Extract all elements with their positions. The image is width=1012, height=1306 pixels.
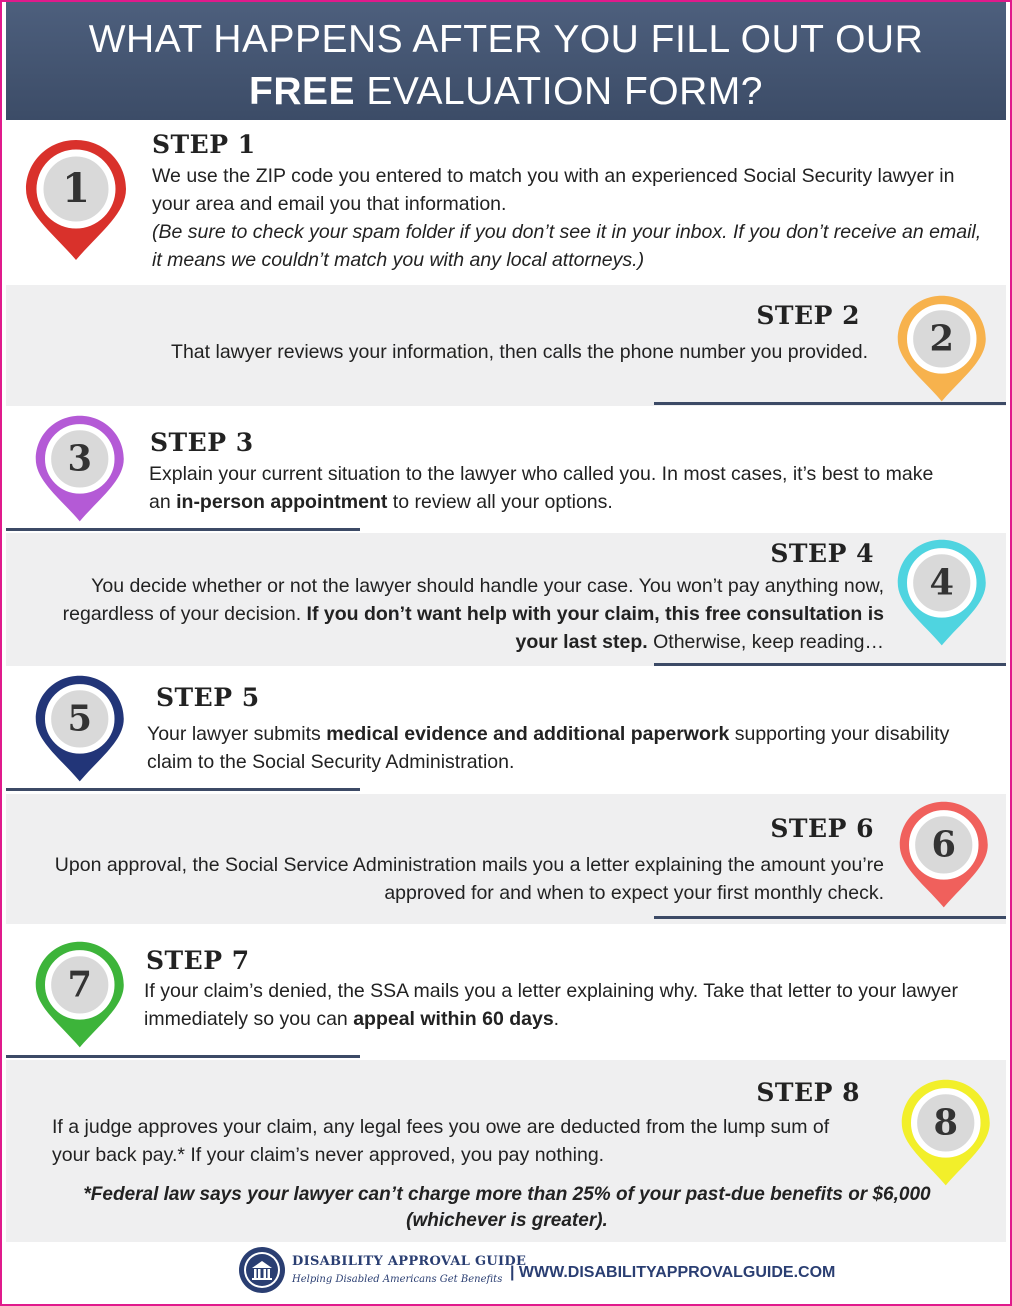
step2-text: That lawyer reviews your information, then calls the phone number you provided. (171, 341, 868, 363)
header-banner (6, 2, 1006, 120)
step1-title: STEP 1 (152, 130, 256, 159)
fee-footnote: *Federal law says your lawyer can’t charge more than 25% of your past-due benefits or $6,000 (whichever is greater). (83, 1184, 931, 1231)
step4-text-bold: If you don’t want help with your claim, this free consultation is your last step. (306, 603, 884, 653)
step-number: 2 (929, 317, 955, 359)
step6-text: Upon approval, the Social Service Administration mails you a letter explaining the amount you’re approved for and when to expect your first monthly check. (54, 854, 884, 904)
step5-title: STEP 5 (156, 683, 260, 712)
step5-text-b: supporting your disability claim to the Social Security Administration. (147, 723, 950, 773)
step1-pin-icon (24, 138, 128, 262)
footer (2, 1244, 1010, 1300)
seal-logo-icon (238, 1246, 286, 1294)
divider-rule (654, 916, 1006, 919)
header-free-word: FREE (249, 70, 356, 113)
step-number: 7 (67, 963, 93, 1005)
step5-text-bold: medical evidence and additional paperwork (326, 723, 730, 745)
step5-pin-icon (34, 674, 126, 783)
step2-title: STEP 2 (756, 301, 860, 330)
step4-text-b: Otherwise, keep reading… (647, 631, 884, 653)
divider-rule (6, 788, 360, 791)
step5-text-a: Your lawyer submits (147, 723, 327, 745)
step7-text-bold: appeal within 60 days (353, 1008, 554, 1030)
step7-text (144, 977, 964, 1033)
step8-title: STEP 8 (756, 1078, 860, 1107)
step-number: 8 (933, 1101, 959, 1143)
header-title-line1: WHAT HAPPENS AFTER YOU FILL OUT OUR (88, 18, 924, 61)
step3-text (149, 460, 949, 516)
brand-tagline: Helping Disabled Americans Get Benefits (292, 1274, 503, 1285)
step1-text-main: We use the ZIP code you entered to match you with an experienced Social Security lawyer in your area and email you that information. (152, 165, 955, 215)
step-number: 6 (931, 823, 957, 865)
step7-pin-icon (34, 940, 126, 1049)
step3-text-a: Explain your current situation to the lawyer who called you. In most cases, it’s best to make an (149, 463, 934, 513)
step-number: 4 (929, 561, 955, 603)
step6-title: STEP 6 (770, 814, 874, 843)
step6-pin-icon (898, 800, 990, 909)
brand-name: DISABILITY APPROVAL GUIDE (292, 1254, 527, 1269)
step2-pin-icon (896, 294, 988, 403)
step-number: 5 (67, 697, 93, 739)
step4-text-a: You decide whether or not the lawyer should handle your case. You won’t pay anything now, regardless of your decision. (62, 575, 884, 625)
step7-title: STEP 7 (146, 946, 250, 975)
step4-title: STEP 4 (770, 539, 874, 568)
website-url: | WWW.DISABILITYAPPROVALGUIDE.COM (510, 1264, 836, 1281)
divider-rule (6, 528, 360, 531)
divider-rule (6, 1055, 360, 1058)
step-number: 1 (62, 164, 90, 212)
step7-text-b: . (553, 1008, 560, 1030)
step1-text-note: (Be sure to check your spam folder if you don’t see it in your inbox. If you don’t receive an email, it means we couldn’t match you with any local attorneys.) (152, 221, 982, 271)
step3-text-bold: in-person appointment (176, 491, 388, 513)
step7-text-a: If your claim’s denied, the SSA mails you a letter explaining why. Take that letter to your lawyer immediately so you can (144, 980, 958, 1030)
step-number: 3 (67, 437, 93, 479)
step5-text (147, 720, 997, 776)
step4-pin-icon (896, 538, 988, 647)
step1-text (152, 162, 982, 274)
step8-pin-icon (900, 1078, 992, 1187)
step4-text (34, 572, 884, 656)
step8-text: If a judge approves your claim, any legal fees you owe are deducted from the lump sum of your back pay.* If your claim’s never approved, you pay nothing. (52, 1116, 830, 1166)
step3-title: STEP 3 (150, 428, 254, 457)
header-title-rest: EVALUATION FORM? (355, 70, 763, 113)
header-title-line2 (6, 70, 1006, 114)
step3-text-b: to review all your options. (387, 491, 613, 513)
divider-rule (654, 663, 1006, 666)
step3-pin-icon (34, 414, 126, 523)
